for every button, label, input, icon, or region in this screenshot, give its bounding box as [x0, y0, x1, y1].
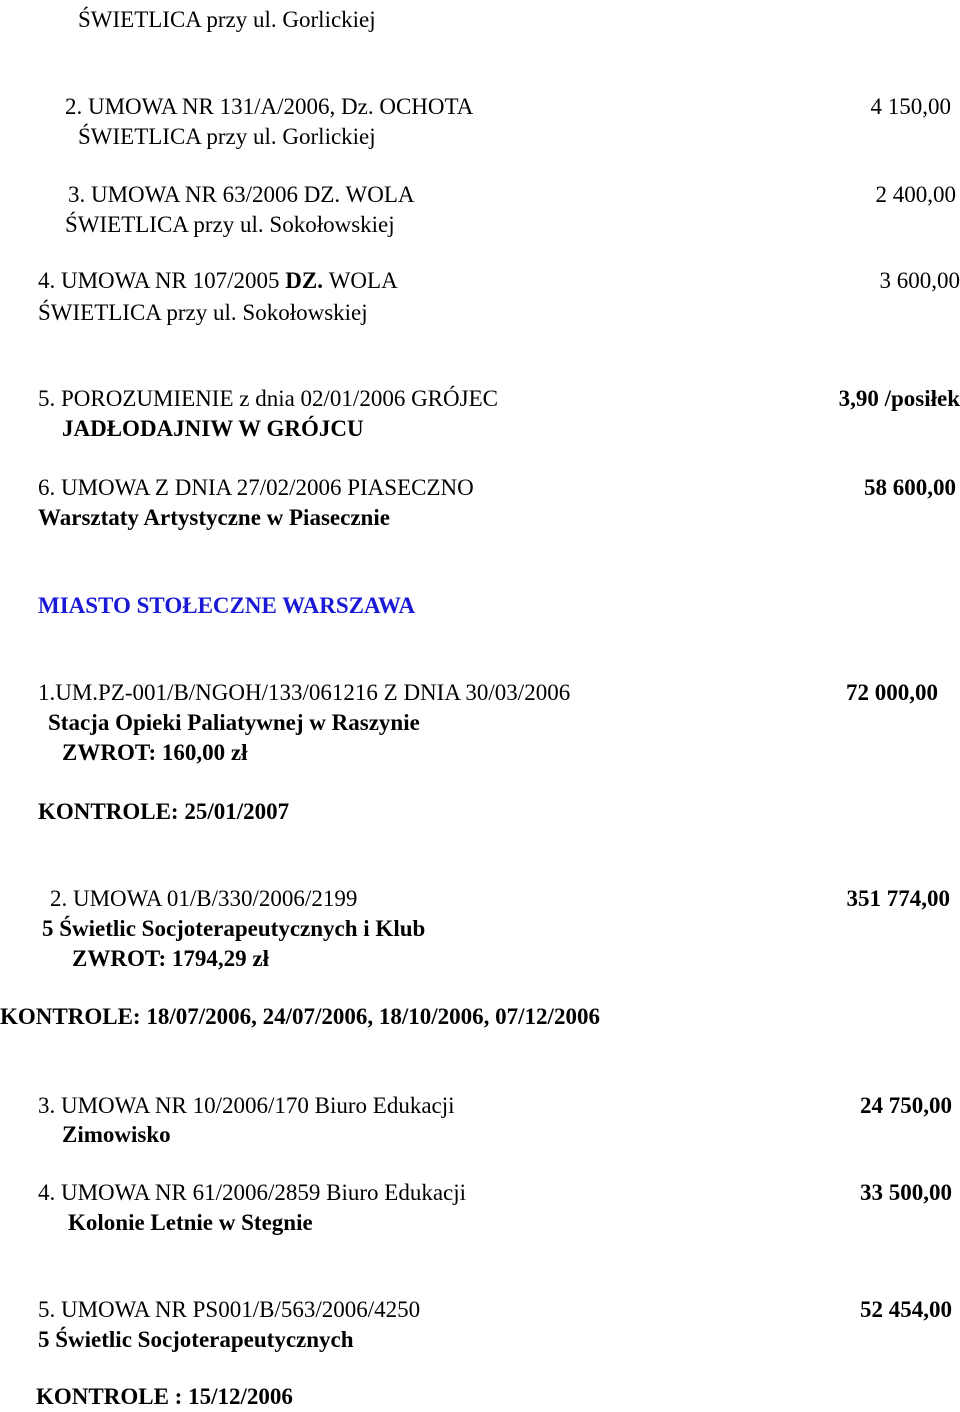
entry-amount: 33 500,00 — [860, 1178, 952, 1208]
entry-subtitle: 5 Świetlic Socjoterapeutycznych i Klub — [42, 914, 425, 944]
entry-subtitle-top: ŚWIETLICA przy ul. Gorlickiej — [78, 5, 376, 35]
controls-line: KONTROLE: 25/01/2007 — [38, 797, 289, 827]
entry-subtitle: ŚWIETLICA przy ul. Sokołowskiej — [38, 298, 368, 328]
entry-title: 1.UM.PZ-001/B/NGOH/133/061216 Z DNIA 30/03/2006 — [38, 678, 570, 708]
entry-amount: 2 400,00 — [876, 180, 957, 210]
entry-amount: 58 600,00 — [864, 473, 956, 503]
entry-amount: 351 774,00 — [847, 884, 951, 914]
entry-title: 3. UMOWA NR 10/2006/170 Biuro Edukacji — [38, 1091, 455, 1121]
entry-title: 5. POROZUMIENIE z dnia 02/01/2006 GRÓJEC — [38, 384, 498, 414]
entry-subtitle: ŚWIETLICA przy ul. Gorlickiej — [78, 122, 376, 152]
refund-line: ZWROT: 1794,29 zł — [72, 944, 269, 974]
entry-title-part: 4. UMOWA NR 107/2005 — [38, 268, 285, 293]
entry-subtitle: Kolonie Letnie w Stegnie — [68, 1208, 313, 1238]
entry-amount: 3,90 /posiłek — [839, 384, 960, 414]
controls-line: KONTROLE : 15/12/2006 — [36, 1382, 293, 1412]
entry-title: 4. UMOWA NR 61/2006/2859 Biuro Edukacji — [38, 1178, 466, 1208]
entry-subtitle: 5 Świetlic Socjoterapeutycznych — [38, 1325, 354, 1355]
entry-amount: 72 000,00 — [846, 678, 938, 708]
section-heading: MIASTO STOŁECZNE WARSZAWA — [38, 591, 415, 621]
entry-subtitle: Stacja Opieki Paliatywnej w Raszynie — [48, 708, 420, 738]
entry-amount: 4 150,00 — [871, 92, 952, 122]
entry-title: 5. UMOWA NR PS001/B/563/2006/4250 — [38, 1295, 420, 1325]
entry-amount: 24 750,00 — [860, 1091, 952, 1121]
entry-title: 2. UMOWA 01/B/330/2006/2199 — [50, 884, 357, 914]
refund-line: ZWROT: 160,00 zł — [62, 738, 247, 768]
entry-subtitle: Zimowisko — [62, 1120, 171, 1150]
controls-line: KONTROLE: 18/07/2006, 24/07/2006, 18/10/2006, 07/12/2006 — [0, 1002, 600, 1032]
entry-title-part: WOLA — [329, 268, 398, 293]
entry-title: 6. UMOWA Z DNIA 27/02/2006 PIASECZNO — [38, 473, 474, 503]
entry-title: 2. UMOWA NR 131/A/2006, Dz. OCHOTA — [65, 92, 473, 122]
entry-amount: 3 600,00 — [880, 266, 960, 296]
entry-subtitle: Warsztaty Artystyczne w Piasecznie — [38, 503, 390, 533]
entry-title-bold-part: DZ. — [285, 268, 328, 293]
entry-subtitle: JADŁODAJNIW W GRÓJCU — [62, 414, 364, 444]
entry-title — [38, 266, 398, 296]
entry-amount: 52 454,00 — [860, 1295, 952, 1325]
entry-subtitle: ŚWIETLICA przy ul. Sokołowskiej — [65, 210, 395, 240]
entry-title: 3. UMOWA NR 63/2006 DZ. WOLA — [68, 180, 414, 210]
